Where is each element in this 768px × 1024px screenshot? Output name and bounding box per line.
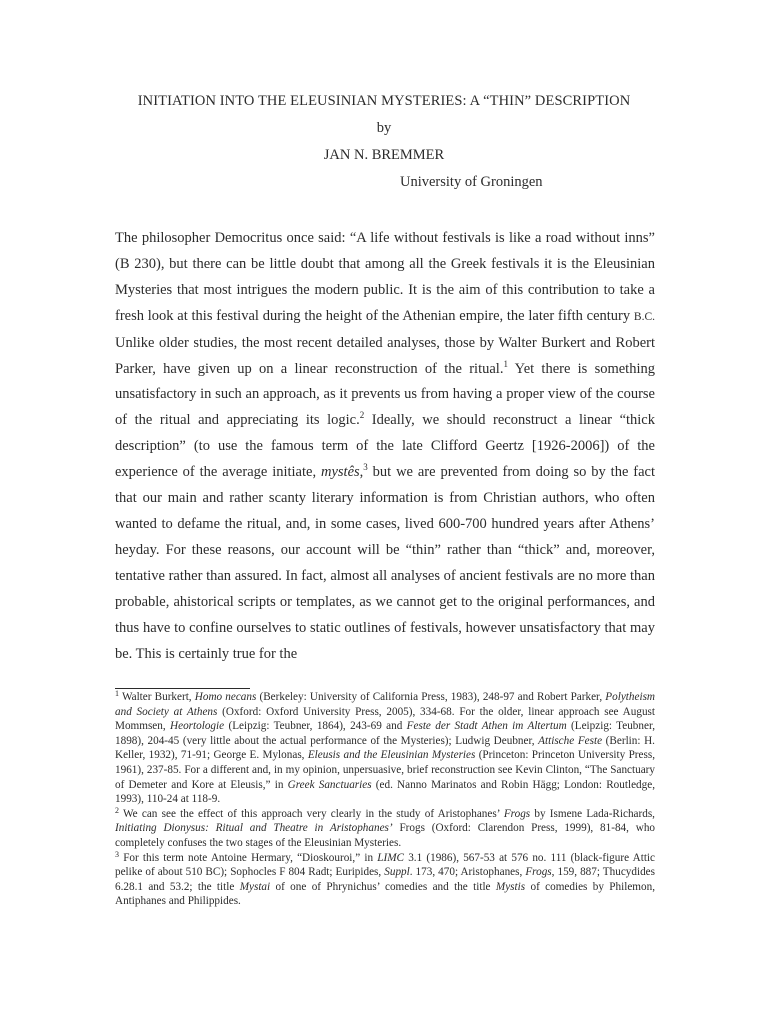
footnote-text: (Berkeley: University of California Press, 1983), 248-97 and Robert Parker, (256, 691, 606, 703)
body-text-segment: Yet there is something unsatisfactory in such an approach, as it prevents us from having a proper view of the course of the ritual and appreciating its logic. (115, 360, 655, 429)
footnote-text: Frogs (Oxford: Clarendon Press, 1999), 81-84, who completely confuses the two stages of the Eleusinian Mysteries. (115, 822, 656, 849)
footnote-italic: Mystis (495, 880, 526, 893)
footnote-text: (Oxford: Oxford University Press, 2005), 334-68. For the older, linear approach see August Mommsen, (115, 705, 655, 733)
footnote-text: (ed. Nanno Marinatos and Robin Hägg; London: Routledge, 1993), 110-24 at 118-9. (115, 778, 655, 806)
footnote-italic: Feste der Stadt Athen im Altertum (406, 720, 567, 733)
footnote-italic: Homo necans (194, 691, 257, 703)
footnote-number: 3 (115, 849, 119, 859)
body-text-segment: Ideally, we should reconstruct a linear “thick description” (to use the famous term of the late Clifford Geertz [1926-2006]) of the experience of the average initiate, (115, 412, 655, 481)
body-text-segment: Unlike older studies, the most recent detailed analyses, those by Walter Burkert and Robert Parker, have given up on a linear reconstruction of the ritual. (115, 334, 655, 377)
footnote-ref-1[interactable]: 1 (503, 358, 508, 369)
footnote-text: 3.1 (1986), 567-53 at 576 no. 111 (black-figure Attic pelike of about 510 BC); Sophocles F 804 Radt; Euripides, (115, 851, 655, 879)
footnote-italic: Attische Feste (538, 734, 603, 747)
footnote-text: (Berlin: H. Keller, 1932), 71-91; George E. Mylonas, (115, 734, 655, 762)
footnote-text: We can see the effect of this approach very clearly in the study of Aristophanes’ (119, 807, 504, 820)
footnote-text: of one of Phrynichus’ comedies and the title (270, 880, 496, 893)
footnote-italic: Suppl (384, 866, 410, 879)
footnote-italic: Initiating Dionysus: Ritual and Theatre in Aristophanes’ (115, 822, 393, 835)
footnote-text: . 173, 470; Aristophanes, (409, 866, 526, 879)
footnote-italic: Frogs (503, 807, 531, 820)
body-text-segment: The philosopher Democritus once said: “A life without festivals is like a road without inns” (B 230), but there can be little doubt that among all the Greek festivals it is the Eleusinian Mysteries that most intrigues the modern public. It is the aim of this contribution to take a fresh look at this festival during the height of the Athenian empire, the later fifth century (115, 230, 655, 324)
italic-term: mystês (320, 464, 360, 481)
footnote-2 (115, 807, 655, 851)
footnote-text: For this term note Antoine Hermary, “Dioskouroi,” in (119, 851, 378, 864)
footnote-text: by Ismene Lada-Richards, (530, 807, 655, 820)
footnote-italic: Polytheism and Society at Athens (115, 691, 656, 718)
footnote-text: (Leipzig: Teubner, 1898), 204-45 (very little about the actual performance of the Mysteries); Ludwig Deubner, (115, 720, 656, 747)
footnote-number: 1 (115, 689, 119, 698)
footnotes (115, 690, 655, 909)
body-paragraph (115, 226, 655, 667)
footnote-italic: Greek Sanctuaries (287, 778, 372, 791)
footnote-text: of comedies by Philemon, Antiphanes and Philippides. (115, 880, 655, 908)
footnote-italic: Frogs (525, 866, 552, 879)
footnote-text: (Princeton: Princeton University Press, 1961), 237-85. For a different and, in my opinion, unpersuasive, brief reconstruction see Kevin Clinton, “The Sanctuary of Demeter and Kore at Eleusis,” in (115, 749, 655, 791)
footnote-text: (Leipzig: Teubner, 1864), 243-69 and (224, 720, 407, 733)
body-text-segment: but we are prevented from doing so by the fact that our main and rather scanty literary information is from Christian authors, who often wanted to defame the ritual, and, in some cases, lived 600-700 hundred years after Athens’ heyday. For these reasons, our account will be “thin” rather than “thick” and, moreover, tentative rather than assured. In fact, almost all analyses of ancient festivals are no more than probable, ahistorical scripts or templates, as we cannot get to the original performances, and thus have to confine ourselves to static outlines of festivals, however unsatisfactory that may be. This is certainly true for the (115, 464, 655, 662)
byline-by: by (376, 120, 392, 136)
footnote-italic: Mystai (239, 880, 271, 893)
footnote-separator (115, 688, 250, 689)
footnote-text: Walter Burkert, (119, 691, 195, 703)
paper-title: INITIATION INTO THE ELEUSINIAN MYSTERIES: A “THIN” DESCRIPTION (137, 93, 631, 109)
footnote-italic: Eleusis and the Eleusinian Mysteries (307, 749, 476, 762)
footnote-ref-3[interactable]: 3 (363, 462, 368, 473)
body-text-segment: , (359, 464, 364, 481)
footnote-italic: Heortologie (170, 720, 225, 733)
author-name: JAN N. BREMMER (323, 147, 445, 163)
footnote-1 (115, 690, 655, 807)
footnote-number: 2 (115, 805, 119, 815)
author-affiliation: University of Groningen (400, 174, 543, 190)
footnote-3 (115, 851, 655, 909)
footnote-ref-2[interactable]: 2 (359, 410, 365, 421)
footnote-italic: LIMC (377, 851, 404, 864)
era-abbreviation: B.C. (633, 310, 655, 323)
footnote-text: , 159, 887; Thucydides 6.28.1 and 53.2; the title (115, 866, 655, 893)
